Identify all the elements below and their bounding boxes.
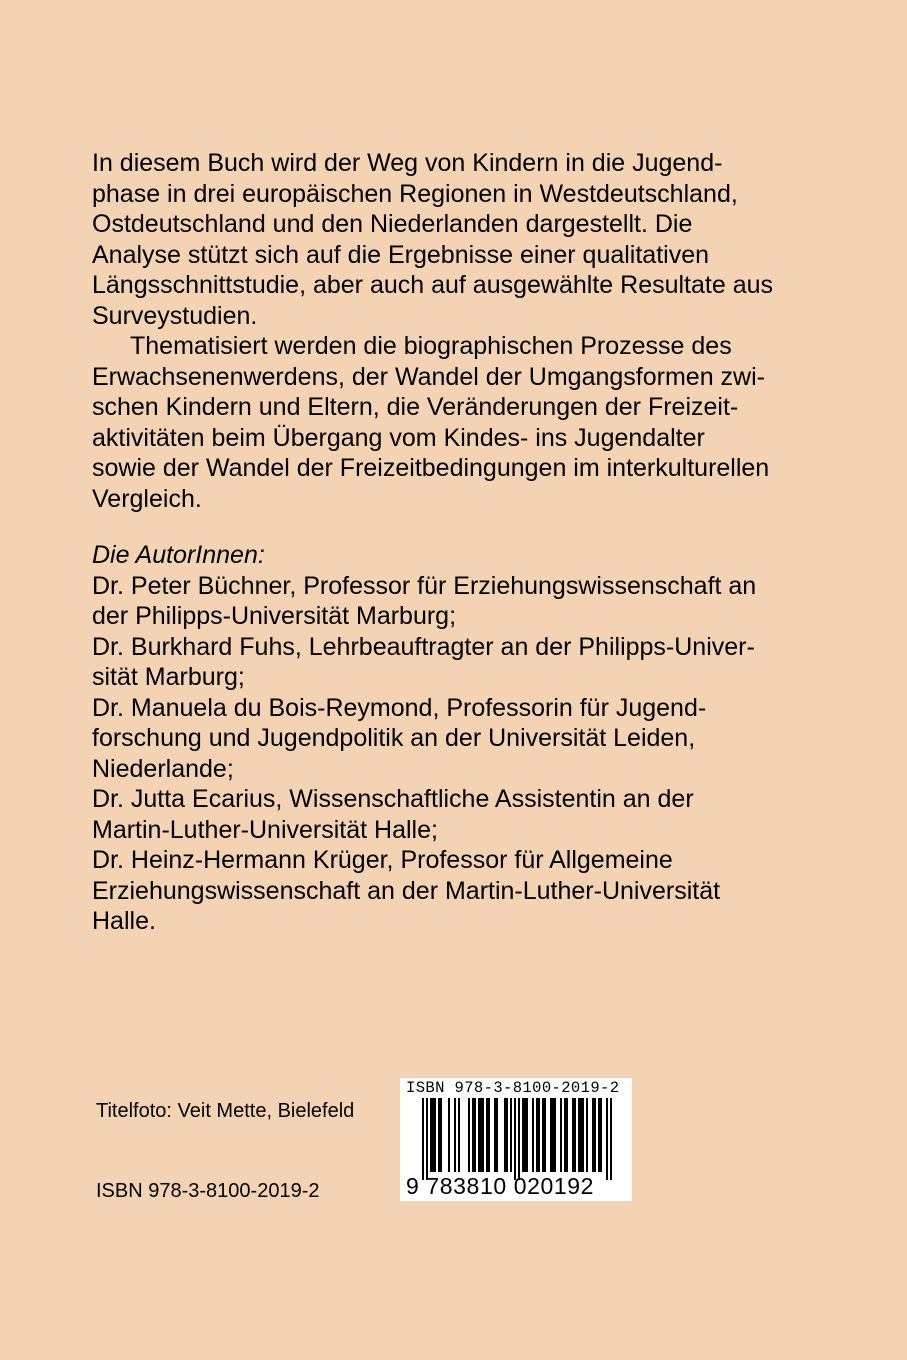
barcode-bar [448, 1098, 450, 1172]
barcode-isbn-label: ISBN 978-3-8100-2019-2 [406, 1079, 620, 1097]
barcode-bar [474, 1098, 476, 1172]
barcode-bar [582, 1098, 584, 1172]
barcode-bar [606, 1098, 608, 1180]
barcode-bar [506, 1098, 508, 1172]
barcode-bar [536, 1098, 538, 1172]
barcode-bar [478, 1098, 480, 1172]
barcode-bar [454, 1098, 456, 1172]
barcode-bar [524, 1098, 526, 1172]
barcode-bar [434, 1098, 436, 1172]
barcode-bar [572, 1098, 574, 1172]
barcode-bar [592, 1098, 594, 1172]
barcode-bar [600, 1098, 602, 1172]
barcode-bar [526, 1098, 528, 1172]
barcode-bar [504, 1098, 506, 1172]
barcode-bar [610, 1098, 612, 1180]
barcode-bar [480, 1098, 482, 1172]
barcode-bar [544, 1098, 546, 1172]
barcode-bar [594, 1098, 596, 1172]
barcode-bar [564, 1098, 566, 1172]
barcode-bar [482, 1098, 484, 1172]
barcode-bar [532, 1098, 534, 1172]
barcode-bar [488, 1098, 490, 1172]
barcode-bar [586, 1098, 588, 1172]
barcode-bar [440, 1098, 442, 1172]
barcode-bar [580, 1098, 582, 1172]
barcode-bar [494, 1098, 496, 1172]
authors-list: Dr. Peter Büchner, Professor für Erziehungswissenschaft an der Philipps-Universität Marburg; Dr. Burkhard Fuhs, Lehrbeauftragter an der Philipps-Univer- sität Marburg; Dr. Manuela du Bois-Reymond, Professorin für Jugend- forschung und Jugendpolitik an der Universität Leiden, Niederlande; Dr. Jutta Ecarius, Wissenschaftliche Assistentin an der Martin-Luther-Universität Halle; Dr. Heinz-Hermann Krüger, Professor für Allgemeine Erziehungswissenschaft an der Martin-Luther-Universität Halle. [92, 571, 757, 935]
barcode-bar [542, 1098, 544, 1172]
barcode-bar [426, 1098, 428, 1180]
barcode-bar [458, 1098, 460, 1172]
barcode-bar [514, 1098, 516, 1180]
barcode-bar [432, 1098, 434, 1172]
blurb-text [92, 148, 832, 514]
barcode-bar [574, 1098, 576, 1172]
barcode-bar [430, 1098, 432, 1172]
barcode-bar [472, 1098, 474, 1172]
barcode-bar [496, 1098, 498, 1172]
barcode-bar [518, 1098, 520, 1180]
barcode-digits: 9 783810 020192 [406, 1173, 595, 1199]
barcode-bar [560, 1098, 562, 1172]
barcode-bar [510, 1098, 512, 1172]
authors-section [92, 540, 832, 937]
barcode-bar [566, 1098, 568, 1172]
barcode-bar [422, 1098, 424, 1180]
isbn-barcode [400, 1078, 632, 1201]
barcode-bar [522, 1098, 524, 1172]
barcode-bar [578, 1098, 580, 1172]
barcode-bar [538, 1098, 540, 1172]
isbn-text: ISBN 978-3-8100-2019-2 [96, 1180, 320, 1202]
blurb-paragraph-2: Thematisiert werden die biographischen Prozesse des Erwachsenenwerdens, der Wandel der Umgangsformen zwi- schen Kindern und Eltern, die Veränderungen der Freizeit- aktivitäten beim Übergang vom Kindes- ins Jugendalter sowie der Wandel der Freizeitbedingungen im interkulturellen Vergleich. [92, 332, 770, 513]
barcode-bar [554, 1098, 556, 1172]
barcode-bar [438, 1098, 440, 1172]
blurb-paragraph-1: In diesem Buch wird der Weg von Kindern in die Jugend- phase in drei europäischen Regionen in Westdeutschland, Ostdeutschland und den Niederlanden dargestellt. Die Analyse stützt sich auf die Ergebnisse einer qualitativen Längsschnittstudie, aber auch auf ausgewählte Resultate aus Surveystudien. [92, 149, 774, 330]
barcode-bar [552, 1098, 554, 1172]
barcode-bar [598, 1098, 600, 1172]
authors-heading: Die AutorInnen: [92, 541, 265, 569]
barcode-bar [468, 1098, 470, 1172]
barcode-bar [550, 1098, 552, 1172]
photo-credit: Titelfoto: Veit Mette, Bielefeld [96, 1100, 355, 1122]
barcode-bar [486, 1098, 488, 1172]
